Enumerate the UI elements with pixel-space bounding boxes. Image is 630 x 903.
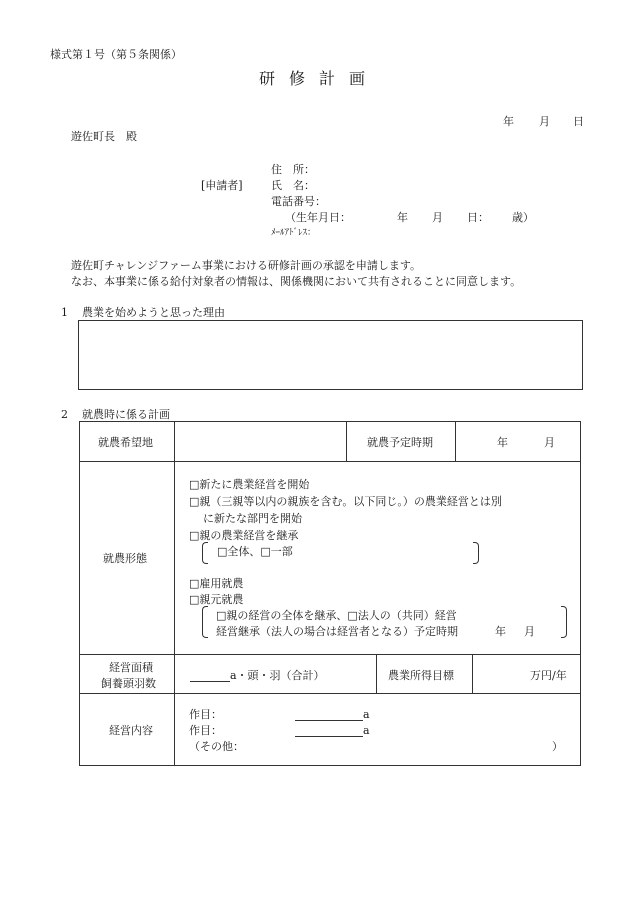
location-label: 就農希望地 [98,436,153,449]
title-char: 研 [259,69,278,88]
plan-table [79,421,581,766]
crop1-unit: a [363,708,370,721]
title-char: 計 [319,69,338,88]
parent-month: 月 [524,625,535,638]
livestock-label: 飼養頭羽数 [101,677,156,690]
birth-year: 年 [397,211,408,224]
date-day: 日 [573,115,584,128]
crop2-label: 作目： [189,724,222,737]
crop1-field[interactable] [295,709,370,721]
addressee: 遊佐町長 殿 [71,130,137,143]
email-label: ﾒｰﾙｱﾄﾞﾚｽ： [271,228,317,238]
management-label: 経営内容 [109,724,153,737]
timing-month: 月 [544,436,555,449]
crop2-field[interactable] [295,725,370,737]
location-field[interactable] [175,423,345,460]
crop1-label: 作目： [189,708,222,721]
income-unit: 万円/年 [530,669,567,682]
other-label: （その他： [189,740,244,753]
reason-box[interactable] [78,320,583,390]
farming-type-label: 就農形態 [103,552,147,565]
intro-line-1: 遊佐町チャレンジファーム事業における研修計画の承認を申請します。 [71,259,422,272]
option-parent-sub1[interactable]: □親の経営の全体を継承、□法人の（共同）経営 [216,609,457,622]
birth-month: 月 [432,211,443,224]
option-employed[interactable]: □雇用就農 [189,577,244,590]
option-new-farm[interactable]: □新たに農業経営を開始 [189,478,310,491]
option-parent-sub2: 経営継承（法人の場合は経営者となる）予定時期 [216,625,458,638]
option-inherit-sub[interactable]: □全体、□一部 [217,545,293,558]
address-label: 住 所： [271,163,315,176]
timing-label: 就農予定時期 [367,436,433,449]
intro-line-2: なお、本事業に係る給付対象者の情報は、関係機関において共有されることに同意します。 [71,275,522,288]
area-unit: a・頭・羽（合計） [230,669,325,682]
page-title [259,71,379,87]
option-inherit[interactable]: □親の農業経営を継承 [189,529,299,542]
birth-label: （生年月日： [285,211,351,224]
applicant-label: [申請者] [201,179,243,192]
section2-title: 就農時に係る計画 [82,408,170,421]
other-close: ） [552,740,563,753]
date-month: 月 [539,115,550,128]
income-label: 農業所得目標 [388,669,454,682]
area-field[interactable] [190,670,325,682]
title-char: 修 [289,69,308,88]
section2-number: 2 [61,408,68,421]
phone-label: 電話番号： [271,195,326,208]
option-parent-farm[interactable]: □親元就農 [189,593,244,606]
crop2-unit: a [363,724,370,737]
age-label: 歳） [512,211,534,224]
parent-year: 年 [495,625,506,638]
area-label: 経営面積 [109,661,153,674]
timing-year: 年 [497,436,508,449]
option-new-division-cont: に新たな部門を開始 [203,512,302,525]
birth-day: 日： [467,211,489,224]
name-label: 氏 名： [271,179,315,192]
option-new-division[interactable]: □親（三親等以内の親族を含む。以下同じ。）の農業経営とは別 [189,495,502,508]
form-number: 様式第１号（第５条関係） [50,48,182,61]
section1-number: 1 [61,306,68,319]
date-year: 年 [503,115,514,128]
section1-title: 農業を始めようと思った理由 [82,306,225,319]
title-char: 画 [349,69,368,88]
